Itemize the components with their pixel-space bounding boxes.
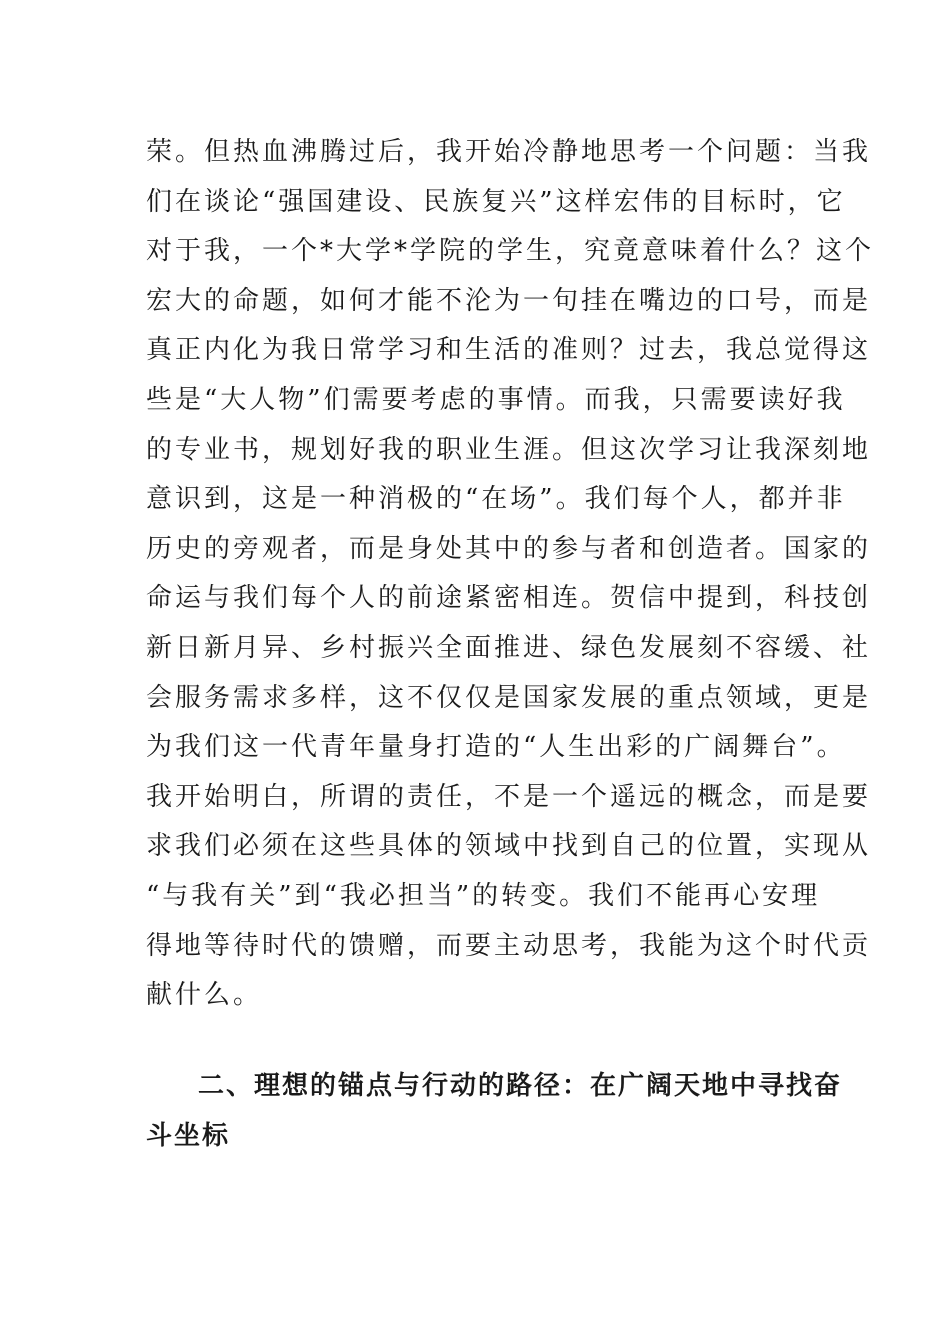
- paragraph-line: 真正内化为我日常学习和生活的准则？过去，我总觉得这: [146, 335, 872, 366]
- section-heading-line: 斗坐标: [146, 1120, 231, 1151]
- paragraph-line: “与我有关”到“我必担当”的转变。我们不能再心安理: [146, 880, 821, 911]
- paragraph-line: 荣。但热血沸腾过后，我开始冷静地思考一个问题：当我: [146, 137, 872, 167]
- paragraph-line: 对于我，一个*大学*学院的学生，究竟意味着什么？这个: [146, 236, 875, 267]
- paragraph-line: 宏大的命题，如何才能不沦为一句挂在嘴边的口号，而是: [146, 285, 872, 316]
- paragraph-line: 们在谈论“强国建设、民族复兴”这样宏伟的目标时，它: [146, 186, 846, 217]
- paragraph-line: 我开始明白，所谓的责任，不是一个遥远的概念，而是要: [146, 781, 872, 812]
- paragraph-line: 会服务需求多样，这不仅仅是国家发展的重点领域，更是: [146, 682, 872, 713]
- body-paragraph: [146, 128, 875, 1021]
- paragraph-line: 新日新月异、乡村振兴全面推进、绿色发展刻不容缓、社: [146, 632, 872, 663]
- paragraph-line: 些是“大人物”们需要考虑的事情。而我，只需要读好我: [146, 384, 846, 415]
- section-heading: [146, 1062, 843, 1161]
- paragraph-line: 历史的旁观者，而是身处其中的参与者和创造者。国家的: [146, 533, 872, 564]
- paragraph-line: 得地等待时代的馈赠，而要主动思考，我能为这个时代贡: [146, 930, 872, 961]
- paragraph-line: 的专业书，规划好我的职业生涯。但这次学习让我深刻地: [146, 434, 872, 465]
- paragraph-line: 献什么。: [146, 980, 263, 1011]
- paragraph-line: 命运与我们每个人的前途紧密相连。贺信中提到，科技创: [146, 583, 872, 614]
- paragraph-line: 求我们必须在这些具体的领域中找到自己的位置，实现从: [146, 831, 872, 862]
- section-heading-line: 二、理想的锚点与行动的路径：在广阔天地中寻找奋: [198, 1071, 843, 1101]
- paragraph-line: 为我们这一代青年量身打造的“人生出彩的广阔舞台”。: [146, 732, 846, 763]
- paragraph-line: 意识到，这是一种消极的“在场”。我们每个人，都并非: [146, 484, 846, 515]
